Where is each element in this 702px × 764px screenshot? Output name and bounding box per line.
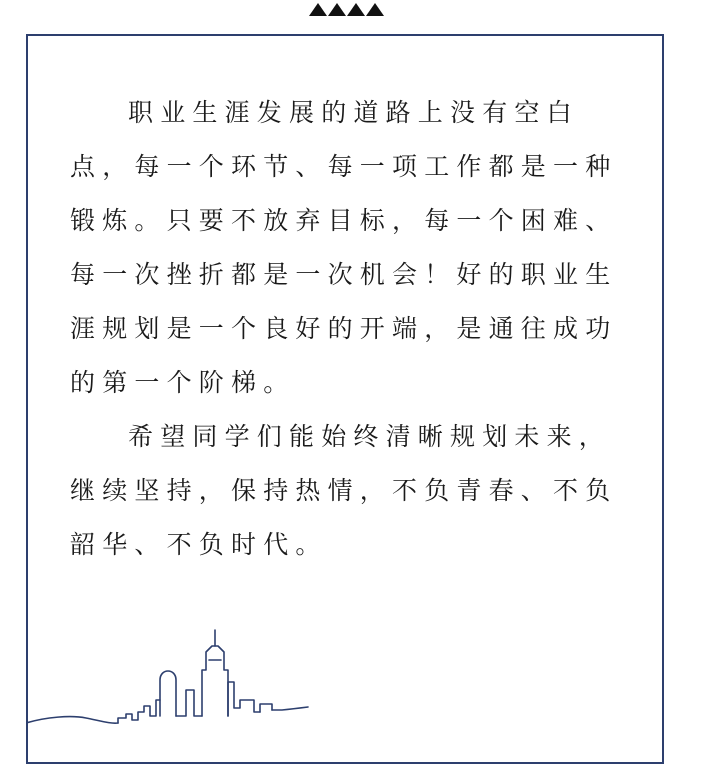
paragraph-2: 希望同学们能始终清晰规划未来，继续坚持，保持热情，不负青春、不负韶华、不负时代。 — [70, 422, 618, 559]
paragraph-1: 职业生涯发展的道路上没有空白点，每一个环节、每一项工作都是一种锻炼。只要不放弃目标，每一个困难、每一次挫折都是一次机会！好的职业生涯规划是一个良好的开端，是通往成功的第一个阶梯。 — [70, 98, 618, 397]
triangle-ornament-icon — [307, 0, 387, 18]
article-body — [70, 86, 630, 572]
city-skyline-icon — [26, 620, 326, 748]
